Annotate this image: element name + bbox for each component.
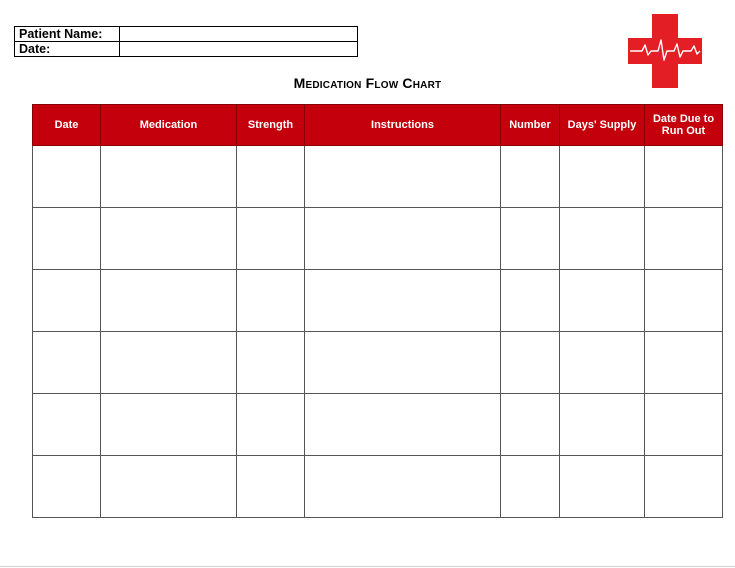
table-row (33, 146, 723, 208)
patient-name-row (15, 27, 358, 42)
date-row (15, 42, 358, 57)
cell-days-supply[interactable] (560, 332, 645, 394)
table-row (33, 456, 723, 518)
cell-number[interactable] (501, 456, 560, 518)
cell-date[interactable] (33, 146, 101, 208)
cell-date-due[interactable] (645, 394, 723, 456)
cell-days-supply[interactable] (560, 146, 645, 208)
column-header-date: Date (33, 105, 101, 146)
cell-date-due[interactable] (645, 146, 723, 208)
cell-days-supply[interactable] (560, 456, 645, 518)
cell-number[interactable] (501, 208, 560, 270)
cell-number[interactable] (501, 146, 560, 208)
cell-instructions[interactable] (305, 456, 501, 518)
cell-medication[interactable] (101, 146, 237, 208)
cell-instructions[interactable] (305, 332, 501, 394)
cell-instructions[interactable] (305, 146, 501, 208)
cell-date-due[interactable] (645, 456, 723, 518)
cell-number[interactable] (501, 394, 560, 456)
cell-date[interactable] (33, 270, 101, 332)
cell-number[interactable] (501, 270, 560, 332)
cell-date-due[interactable] (645, 208, 723, 270)
page-divider (0, 566, 735, 567)
cell-date[interactable] (33, 332, 101, 394)
patient-name-field[interactable] (120, 27, 358, 42)
cell-strength[interactable] (237, 208, 305, 270)
cell-date-due[interactable] (645, 332, 723, 394)
cell-strength[interactable] (237, 332, 305, 394)
cell-strength[interactable] (237, 146, 305, 208)
cell-medication[interactable] (101, 332, 237, 394)
column-header-date-due: Date Due to Run Out (645, 105, 723, 146)
cell-days-supply[interactable] (560, 270, 645, 332)
cell-instructions[interactable] (305, 394, 501, 456)
column-header-strength: Strength (237, 105, 305, 146)
patient-name-label: Patient Name: (15, 27, 120, 42)
table-row (33, 394, 723, 456)
table-row (33, 270, 723, 332)
cell-instructions[interactable] (305, 270, 501, 332)
cell-medication[interactable] (101, 456, 237, 518)
column-header-instructions: Instructions (305, 105, 501, 146)
cell-strength[interactable] (237, 456, 305, 518)
cell-strength[interactable] (237, 270, 305, 332)
column-header-number: Number (501, 105, 560, 146)
cell-days-supply[interactable] (560, 394, 645, 456)
date-label: Date: (15, 42, 120, 57)
medication-flow-table (32, 104, 723, 518)
table-row (33, 332, 723, 394)
cell-date-due[interactable] (645, 270, 723, 332)
column-header-days-supply: Days' Supply (560, 105, 645, 146)
column-header-medication: Medication (101, 105, 237, 146)
patient-info-box (14, 26, 358, 57)
header-row (33, 105, 723, 146)
cell-number[interactable] (501, 332, 560, 394)
page-title: Medication Flow Chart (293, 75, 442, 91)
table-row (33, 208, 723, 270)
cell-medication[interactable] (101, 208, 237, 270)
cell-date[interactable] (33, 456, 101, 518)
cell-medication[interactable] (101, 394, 237, 456)
cell-medication[interactable] (101, 270, 237, 332)
cell-date[interactable] (33, 394, 101, 456)
cell-days-supply[interactable] (560, 208, 645, 270)
cell-strength[interactable] (237, 394, 305, 456)
cell-date[interactable] (33, 208, 101, 270)
cell-instructions[interactable] (305, 208, 501, 270)
date-field[interactable] (120, 42, 358, 57)
